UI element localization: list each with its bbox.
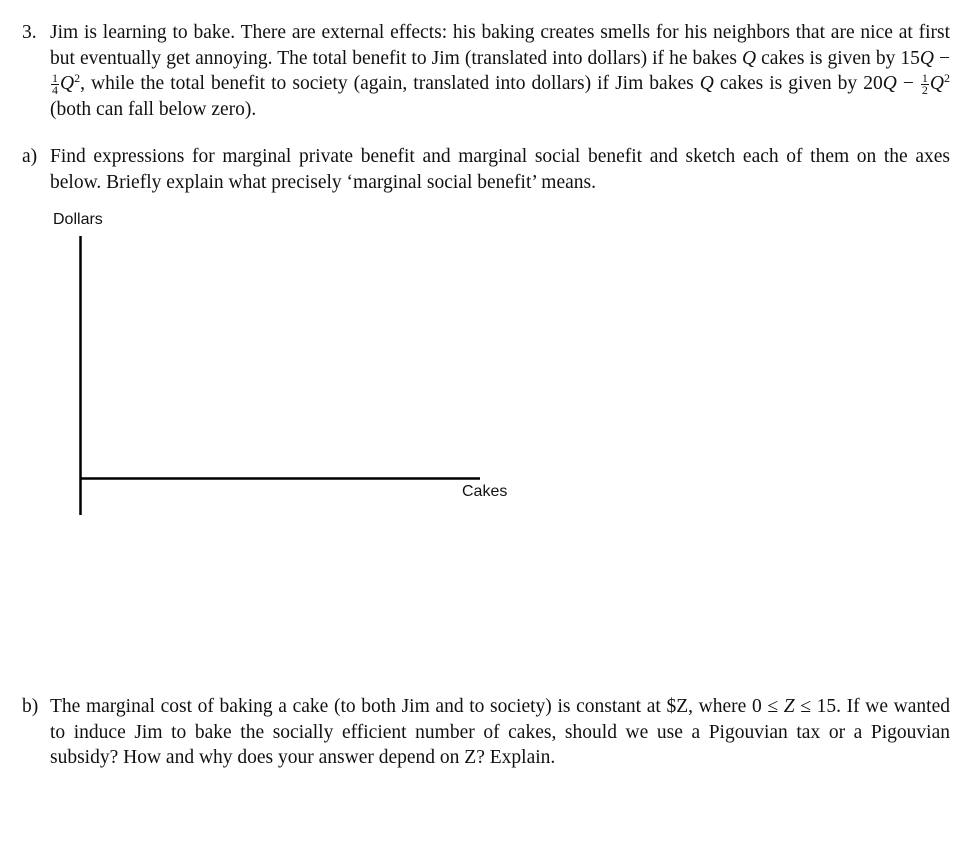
var-q: Q [929, 73, 944, 94]
problem-number: 3. [22, 22, 37, 43]
var-q: Q [741, 47, 757, 69]
part-b-text-2: ≤ 15. If we wanted to induce Jim to bake the socially efficient number of cakes, should we use a Pigouvian tax or a Pigouvian subsidy? How and why does your answer depend on Z? Explain. [50, 696, 950, 768]
exponent: 2 [944, 71, 950, 85]
fraction-numerator: 1 [52, 71, 58, 86]
minus-sign: − [933, 47, 951, 69]
problem-text-1: Jim is learning to bake. There are external effects: his baking creates smells for his neighbors that are nice at first but eventually get annoying. The total benefit to Jim (translated into dollars) if he bakes [50, 22, 950, 69]
y-axis-label: Dollars [53, 211, 103, 228]
fraction-denominator: 4 [52, 83, 58, 98]
problem-text-5: cakes is given by 20 [713, 73, 883, 94]
var-q: Q [882, 73, 897, 94]
part-b [22, 694, 950, 771]
var-q: Q [919, 47, 934, 69]
fraction-denominator: 2 [921, 83, 928, 98]
problem-text-2: cakes is given by 15 [756, 47, 920, 69]
part-b-text-1: The marginal cost of baking a cake (to both Jim and to society) is constant at $Z, where 0 ≤ [50, 696, 784, 717]
var-q: Q [60, 73, 75, 94]
part-a-label: a) [22, 146, 38, 167]
exponent: 2 [74, 71, 81, 85]
fraction-numerator: 1 [921, 71, 928, 86]
problem-text-6: (both can fall below zero). [50, 98, 257, 120]
part-b-label: b) [22, 696, 39, 717]
part-a-text: Find expressions for marginal private benefit and marginal social benefit and sketch each of them on the axes below. Briefly explain what precisely ‘marginal social benefit’ means. [50, 146, 950, 193]
var-q: Q [699, 73, 714, 94]
minus-sign: − [896, 73, 920, 94]
var-z: Z [783, 696, 795, 717]
x-axis-label: Cakes [462, 483, 508, 500]
problem-text-4: , while the total benefit to society (again, translated into dollars) if Jim bakes [80, 73, 700, 94]
